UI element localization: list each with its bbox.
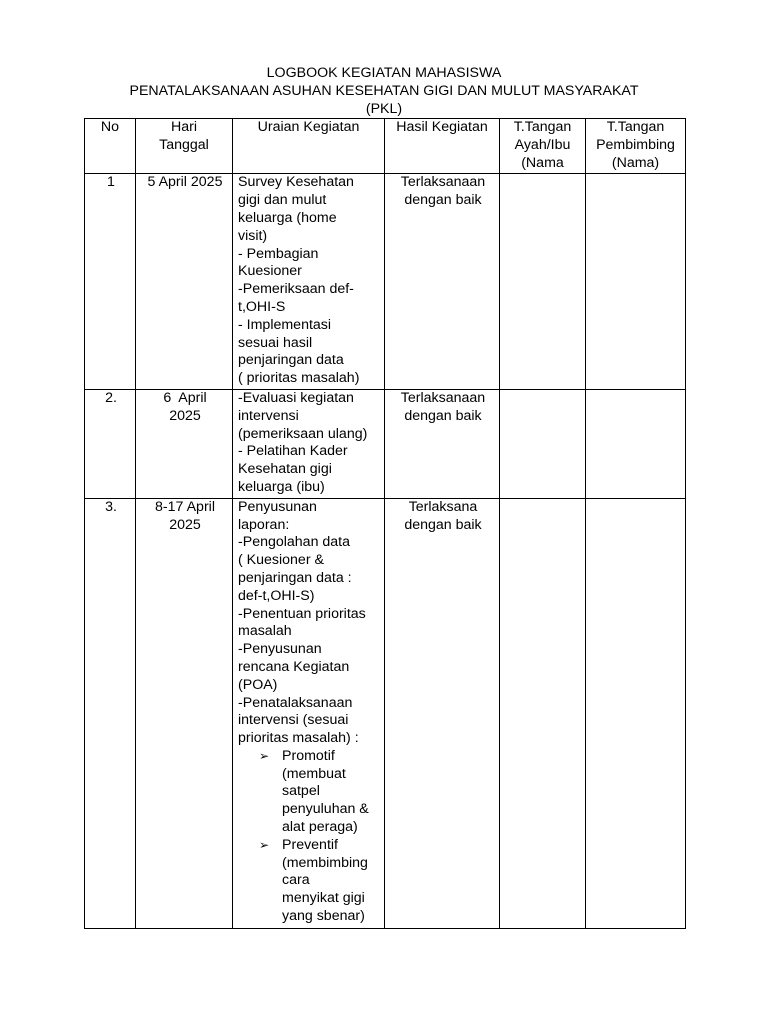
arrowhead-bullet-icon: ➢ [259, 837, 270, 852]
header-ttd-orang-tua: T.Tangan Ayah/Ibu (Nama [500, 119, 586, 174]
cell-ttd-orang-tua [500, 174, 586, 390]
cell-ttd-orang-tua [500, 389, 586, 498]
table-row [85, 498, 686, 928]
cell-hasil: Terlaksana dengan baik [385, 498, 500, 928]
header-hari-tanggal: Hari Tanggal [136, 119, 233, 174]
title-line-1: LOGBOOK KEGIATAN MAHASISWA [266, 65, 502, 81]
list-item: ➢ Preventif (membimbing cara menyikat gigi yang sbenar) [259, 836, 368, 925]
title-line-2: PENATALAKSANAAN ASUHAN KESEHATAN GIGI DAN MULUT MASYARAKAT [129, 83, 639, 99]
table-row [85, 389, 686, 498]
cell-ttd-pembimbing [586, 498, 686, 928]
cell-hasil: Terlaksanaan dengan baik [385, 174, 500, 390]
cell-date: 5 April 2025 [136, 174, 233, 390]
header-hasil-kegiatan: Hasil Kegiatan [385, 119, 500, 174]
document-title [84, 64, 684, 118]
cell-date: 8-17 April 2025 [136, 498, 233, 928]
cell-uraian: -Evaluasi kegiatan intervensi (pemeriksaan ulang) - Pelatihan Kader Kesehatan gigi keluarga (ibu) [233, 389, 385, 498]
table-row [85, 174, 686, 390]
header-ttd-pembimbing: T.Tangan Pembimbing (Nama) [586, 119, 686, 174]
cell-ttd-pembimbing [586, 389, 686, 498]
table-header-row [85, 119, 686, 174]
cell-date: 6 April 2025 [136, 389, 233, 498]
cell-hasil: Terlaksanaan dengan baik [385, 389, 500, 498]
list-item: ➢ Promotif (membuat satpel penyuluhan & alat peraga) [259, 747, 369, 836]
cell-uraian: Survey Kesehatan gigi dan mulut keluarga (home visit) - Pembagian Kuesioner -Pemeriksaan def- t,OHI-S - Implementasi sesuai hasil penjaringan data ( prioritas masalah) [233, 174, 385, 390]
arrowhead-bullet-icon: ➢ [259, 748, 270, 763]
intervention-bullet-list [238, 748, 381, 926]
title-line-3: (PKL) [365, 101, 403, 117]
cell-ttd-orang-tua [500, 498, 586, 928]
header-no: No [85, 119, 136, 174]
cell-no: 3. [85, 498, 136, 928]
cell-uraian: Penyusunan laporan: -Pengolahan data ( Kuesioner & penjaringan data : def-t,OHI-S) -Penentuan prioritas masalah -Penyusunan rencana Kegiatan (POA) -Penatalaksanaan intervensi (sesuai prioritas masalah) : ➢ Promotif (membuat satpel penyuluhan & alat peraga) ➢ Preventif (membimbing cara menyikat gigi yang sbenar) [233, 498, 385, 928]
header-uraian-kegiatan: Uraian Kegiatan [233, 119, 385, 174]
cell-ttd-pembimbing [586, 174, 686, 390]
cell-no: 1 [85, 174, 136, 390]
cell-no: 2. [85, 389, 136, 498]
logbook-table [84, 118, 686, 929]
